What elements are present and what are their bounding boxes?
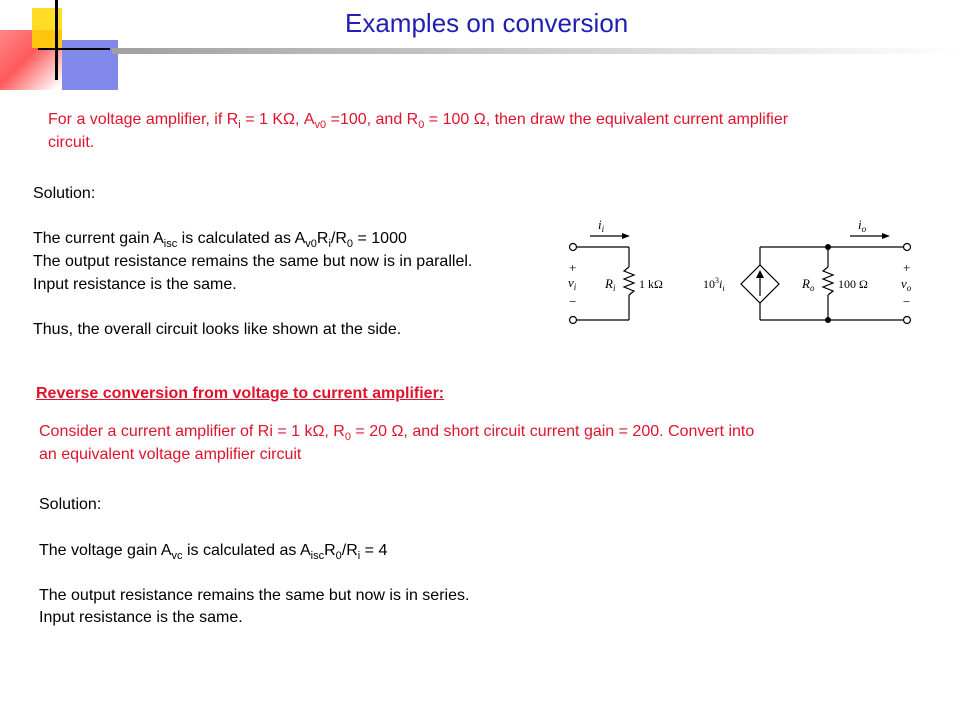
input-plus: + — [569, 260, 577, 275]
input-resistor-value: 1 kΩ — [639, 277, 663, 291]
input-minus: − — [569, 294, 577, 309]
text-fragment: is calculated as A — [182, 542, 311, 559]
text-fragment: /R — [341, 542, 358, 559]
output-resistor-label: $R_o$ — [802, 276, 815, 293]
text-fragment: For a voltage amplifier, if R — [48, 111, 239, 128]
corner-decoration-vertical-line — [55, 0, 58, 80]
input-current-label: $i_i$ — [598, 217, 605, 234]
subscript: isc — [163, 238, 178, 251]
text-fragment: = 1000 — [353, 230, 407, 247]
text-fragment: = 4 — [360, 542, 388, 559]
text-fragment: The voltage gain A — [39, 542, 172, 559]
text-fragment: =100, and R — [326, 111, 419, 128]
output-terminal-top — [904, 244, 911, 251]
section2-problem-line1 — [39, 421, 754, 443]
text-fragment: = 100 Ω, then draw the equivalent current amplifier — [424, 111, 789, 128]
text-fragment: is calculated as A — [177, 230, 306, 247]
text-fragment: The current gain A — [33, 230, 164, 247]
solution1-output-resistance: The output resistance remains the same but now is in parallel. — [33, 253, 473, 270]
output-terminal-bottom — [904, 317, 911, 324]
subscript: v0 — [305, 238, 317, 251]
output-plus: + — [903, 260, 911, 275]
output-current-label: $i_o$ — [858, 217, 867, 234]
corner-decoration-horizontal-line — [38, 48, 110, 50]
input-terminal-top — [570, 244, 577, 251]
title-rule — [112, 48, 960, 54]
subscript: 0 — [418, 119, 425, 132]
solution2-output-resistance: The output resistance remains the same but now is in series. — [39, 587, 470, 604]
subscript: 0 — [346, 238, 354, 251]
problem1-line2: circuit. — [48, 134, 95, 151]
node-dot-bottom — [825, 317, 831, 323]
text-fragment: R — [316, 230, 329, 247]
output-voltage-label: $v_o$ — [901, 276, 912, 293]
subscript: i — [238, 119, 241, 132]
subscript: i — [357, 550, 361, 563]
solution2-input-resistance: Input resistance is the same. — [39, 609, 243, 626]
input-terminal-bottom — [570, 317, 577, 324]
subscript: v0 — [314, 119, 327, 132]
output-minus: − — [903, 294, 911, 309]
dependent-source-label: $10^3i_i$ — [703, 276, 725, 293]
input-voltage-label: $v_i$ — [568, 275, 577, 292]
subscript: isc — [310, 550, 325, 563]
node-dot-top — [825, 244, 831, 250]
solution1-input-resistance: Input resistance is the same. — [33, 276, 237, 293]
text-fragment: = 20 Ω, and short circuit current gain = 200. Convert into — [350, 423, 755, 440]
subscript: i — [328, 238, 331, 251]
subscript: 0 — [335, 550, 342, 563]
subscript: vc — [171, 550, 183, 563]
equivalent-circuit-diagram — [560, 212, 920, 332]
text-fragment: = 1 KΩ, A — [240, 111, 315, 128]
problem1-line1 — [48, 109, 788, 131]
section2-heading: Reverse conversion from voltage to current amplifier: — [36, 385, 445, 402]
subscript: 0 — [344, 431, 351, 444]
solution1-conclusion: Thus, the overall circuit looks like shown at the side. — [33, 321, 402, 338]
output-resistor-value: 100 Ω — [838, 277, 868, 291]
solution2-gain-line — [39, 540, 387, 562]
solution1-heading: Solution: — [33, 185, 96, 202]
text-fragment: /R — [330, 230, 347, 247]
solution2-heading: Solution: — [39, 496, 102, 513]
section2-problem-line2: an equivalent voltage amplifier circuit — [39, 446, 302, 463]
solution1-gain-line — [33, 228, 407, 250]
page-title: Examples on conversion — [345, 8, 629, 38]
text-fragment: Consider a current amplifier of Ri = 1 kΩ, R — [39, 423, 345, 440]
text-fragment: R — [324, 542, 336, 559]
input-resistor-label: $R_i$ — [605, 276, 616, 293]
